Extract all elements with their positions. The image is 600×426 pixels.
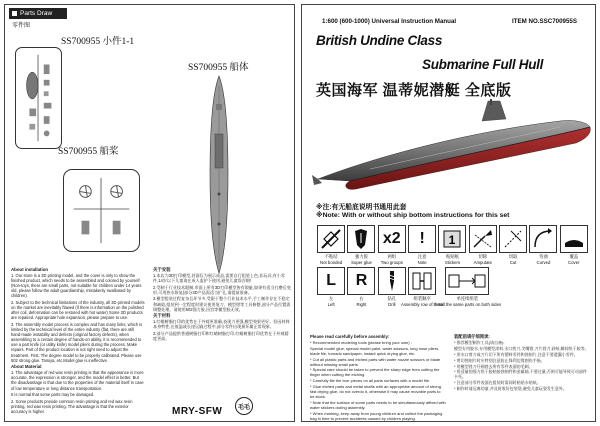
propeller-label: SS700955 船桨 xyxy=(58,147,119,157)
assembly-note: * Carefully file the burr pieces on all parts surfaces with a model file. xyxy=(310,378,431,384)
hull-top-view xyxy=(202,74,236,275)
legend-item xyxy=(377,225,407,265)
legend-en: Super glue xyxy=(351,260,372,265)
legend-zh: 注意 xyxy=(417,254,427,259)
legend-en: Right xyxy=(356,302,367,307)
legend-en: Left xyxy=(327,302,335,307)
assembly-note-zh: * 注意部分零件表面在组装时需同时粘贴水贴纸。 xyxy=(454,380,541,386)
assembly-note: * Note that the surface of some parts needs to be simultaneously affixed with water stickers during assembly. xyxy=(310,399,446,410)
note-icon: ! xyxy=(408,225,436,253)
assembly-notes-en xyxy=(310,335,446,422)
legend-zh: 单连续组装 xyxy=(456,296,479,301)
about-installation-en xyxy=(11,267,145,416)
legend-zh: 强力胶 xyxy=(355,254,368,259)
assembly-note-zh: * 剪切蚀刻片时应特别注意防止锋利边缘割伤手指。 xyxy=(454,357,545,363)
legend-en: Drill xyxy=(388,302,396,307)
legend-item xyxy=(433,267,502,307)
note-chinese: ※注:有无船底说明书通用此套 xyxy=(316,204,407,211)
install-para: 3. The assembly model process is complex and has many links, which is limited by the technical level of the entire industry (flat, there are still hand-made instability and defects (original factory defects), when assembling to a certain degree of hands-on ability, it is recommended to use a part knife (or utility knife) model pliers during the process. Make repairs. Part of the product location is not right need to adjust the treatment. First. The degree model to be properly calibrated. Please use 502 strong glue. Tamiya, etc.Model glue is ineffective. xyxy=(11,321,143,363)
about-material-heading: About Material xyxy=(11,364,42,370)
amputate-icon xyxy=(469,225,497,253)
legend-zh: 两组 xyxy=(387,254,397,259)
title-british-undine: British Undine Class xyxy=(316,33,443,48)
assembly-note: * When marking, keep away from young children and collect the packaging bag in time to prevent accidents caused by children playing. xyxy=(310,410,443,421)
legend-zh: 组装顺序 xyxy=(413,296,431,301)
legend-en: Amputate xyxy=(473,260,492,265)
symbol-legend xyxy=(316,225,589,309)
legend-en: Cut xyxy=(509,260,517,265)
legend-item xyxy=(401,267,444,307)
note-english: ※Note: With or without ship bottom instructions for this set xyxy=(316,212,510,219)
hull-label: SS700955 船体 xyxy=(188,63,249,73)
drill-icon xyxy=(378,267,406,295)
legend-en: Two groups xyxy=(380,260,403,265)
parts-draw-header xyxy=(9,8,67,30)
legend-zh: 切除 xyxy=(478,254,488,259)
about-installation-heading: About installation xyxy=(11,267,49,272)
legend-zh: 钻孔 xyxy=(387,296,397,301)
brand-seal: 毛毛 xyxy=(235,397,253,415)
item-number: ITEM NO.SSC700955S xyxy=(512,18,577,25)
super-glue-icon xyxy=(347,225,375,253)
propeller-sprue xyxy=(63,169,140,252)
assembly-note-zh: * 用模型锉刀仔细锉去所有零件表面的毛刺。 xyxy=(454,363,533,369)
legend-item xyxy=(316,267,346,307)
stickers-icon xyxy=(438,225,466,253)
left-icon: L xyxy=(317,267,345,295)
two-groups-icon: x2 xyxy=(378,225,406,253)
assembly-note-zh: * 用适量的强力快干胶粘接蚀刻件和金属轴,不要过量,否则可能导致可动部件卡死。 xyxy=(454,369,587,380)
about-installation-zh xyxy=(153,267,291,343)
material-para: 1. The advantage of red wax resin printing is that the appearance is more accurate, the expression is stronger, and the model effect is better. But the disadvantage is that due to the properties of the material itself in case of low temperature or long distance transportation. xyxy=(11,370,144,391)
legend-item xyxy=(407,225,437,265)
install-zh-para: 1.本店为3D打印模型,封面仅为展示成品,需要自行组装上色,非玩具,有小零件,14岁以下儿童请在成人监护下使用,避免儿童误吞咽! xyxy=(153,273,285,284)
not-bonded-icon xyxy=(317,225,345,253)
material-zh-para: 2.部分产品提供普通树脂打印和红蜡树脂打印,红蜡树脂打印优势在于外观精度更高。 xyxy=(153,331,289,342)
legend-zh: 左 xyxy=(329,296,334,301)
about-installation-zh-heading: 关于安装 xyxy=(153,267,171,272)
assembly-notes-heading: Please read carefully before assembly: xyxy=(310,334,390,339)
svg-text:1: 1 xyxy=(449,233,456,247)
assembly-icon xyxy=(408,267,436,295)
legend-item xyxy=(559,225,589,265)
legend-item xyxy=(346,267,376,307)
assembly-note-zh: * 制作时请远离幼童,并及时收好包装袋,避免儿童玩耍发生意外。 xyxy=(454,386,567,392)
legend-en: Note xyxy=(417,260,427,265)
assembly-note-zh: * 推荐模型制作工具(请自备): xyxy=(454,339,505,345)
legend-en: Curved xyxy=(536,260,551,265)
assembly-note: * Special care should be taken to prevent the sharp edge from cutting the finger when cutting the etching. xyxy=(310,367,440,378)
legend-zh: 切取 xyxy=(508,254,518,259)
legend-en: Cover xyxy=(568,260,580,265)
legend-en: Assembly row of them xyxy=(401,302,444,307)
legend-zh: 贴贴纸 xyxy=(446,254,459,259)
brand-logo: MRY-SFW xyxy=(172,406,223,417)
legend-en: Stickers xyxy=(444,260,461,265)
legend-en: Not bonded xyxy=(320,260,343,265)
parts-draw-page xyxy=(4,4,295,422)
parts-draw-title: Parts Draw xyxy=(20,10,53,17)
assembly-note-zh: * 用水口剪刀或刀片切下所有塑料零件和蚀刻片,注意不要遗漏小零件。 xyxy=(454,351,578,357)
material-para: It is normal that some parts may be damaged. xyxy=(11,392,95,398)
legend-item xyxy=(437,225,467,265)
material-para: 2. Some products provide common resin printing and red wax resin printing, red wax resin printing. The advantage is that the exterior accuracy is higher. xyxy=(11,398,133,414)
legend-en: Install the same parts on both sides xyxy=(433,302,502,307)
legend-zh: 弯曲 xyxy=(539,254,548,259)
right-icon: R xyxy=(347,267,375,295)
title-chinese: 英国海军 温蒂妮潜艇 全底版 xyxy=(316,82,512,99)
material-zh-para: 1.红蜡树脂打印的优势在于外观更准确,表现力更强,模型效果更好。但因材料本身特性,在低温或长途运输过程中,部分零件出现损坏属正常现象。 xyxy=(153,319,290,330)
assembly-note-zh: 模型专用胶水,专用模型漆料,水口剪刀,尖嘴钳,刀片锉刀,砂纸,瞬间快干胶等。 xyxy=(454,345,589,351)
legend-row xyxy=(316,225,589,265)
assembly-notes-zh xyxy=(454,335,590,393)
manual-scale-line: 1:600 (600-1000) Universal Instruction Manual xyxy=(322,18,457,25)
assembly-note: Special model glue, special model paint, water scissors, long nose pliers, blade file, tornado sandpaper, instant quick drying glue, etc. xyxy=(310,345,440,356)
legend-row xyxy=(316,267,589,307)
assembly-note: * Glue etched parts and metal shafts with an appropriate amount of strong fast drying glue, do not overdo it, otherwise it may cause movable parts to be stuck. xyxy=(310,384,441,399)
curved-icon xyxy=(529,225,557,253)
install-zh-para: 2.受制于行业技术限制,市面上所有3D打印模型皆有瑕疵,如果有适当打磨后变形,可用热水恢复)部分3D产品需适当扩孔,请提前准备。 xyxy=(153,284,291,295)
legend-zh: 右 xyxy=(359,296,364,301)
small-parts-sprue xyxy=(15,47,62,149)
about-material-zh-heading: 关于材料 xyxy=(153,313,171,319)
assembly-note: * Cut all plastic parts and etched parts with water nozzle scissors or blade without missing small parts. xyxy=(310,356,441,367)
submarine-side-view xyxy=(310,99,594,195)
sequence-icon xyxy=(445,267,489,295)
install-para: 1. Our store is a 3D printing model, and the cover is only to show the finished product, which needs to be assembled and colored by yourself (Non-toys, there are small parts, not suitable for children under 14 years old, please follow the adult guardianship, mistakenly swallowed by children). xyxy=(11,273,142,299)
small-part-label: SS700955 小件1-1 xyxy=(61,37,135,47)
legend-item xyxy=(346,225,376,265)
title-submarine-full-hull: Submarine Full Hull xyxy=(422,57,544,72)
install-zh-para: 3.模型组装过程复杂且环节多,受限于整个行业技术水平,手工制作存在不稳定和缺陷,组装到一定程度时建议使用笔刀、模型钳等工具修整,部分产品位置需调整处理。请使用502强力胶,田宫等模型胶无效。 xyxy=(153,296,291,312)
header-square-icon xyxy=(12,11,17,16)
parts-draw-subtitle: 零件图 xyxy=(12,23,31,29)
legend-item xyxy=(377,267,407,307)
legend-item xyxy=(316,225,346,265)
legend-item xyxy=(528,225,558,265)
cut-icon xyxy=(499,225,527,253)
legend-item xyxy=(468,225,498,265)
instruction-manual-page xyxy=(301,4,596,422)
legend-zh: 不粘结 xyxy=(324,254,338,259)
legend-zh: 覆盖 xyxy=(569,254,579,259)
legend-item xyxy=(498,225,528,265)
cover-icon xyxy=(560,225,588,253)
assembly-note: * Recommended modeling tools (please bring your own) : xyxy=(310,339,412,345)
install-para: 2. Subject to the technical limitations of the industry, all 3D printed models on the market are inevitably flawed (if there is information on the polished after coil, deformation can be restored with hot water) Some 3D products are repaired. Appropriate hole expansion, please prepare to use. xyxy=(11,300,145,321)
assembly-notes-zh-heading: 装配前请仔细阅读: xyxy=(454,334,490,339)
